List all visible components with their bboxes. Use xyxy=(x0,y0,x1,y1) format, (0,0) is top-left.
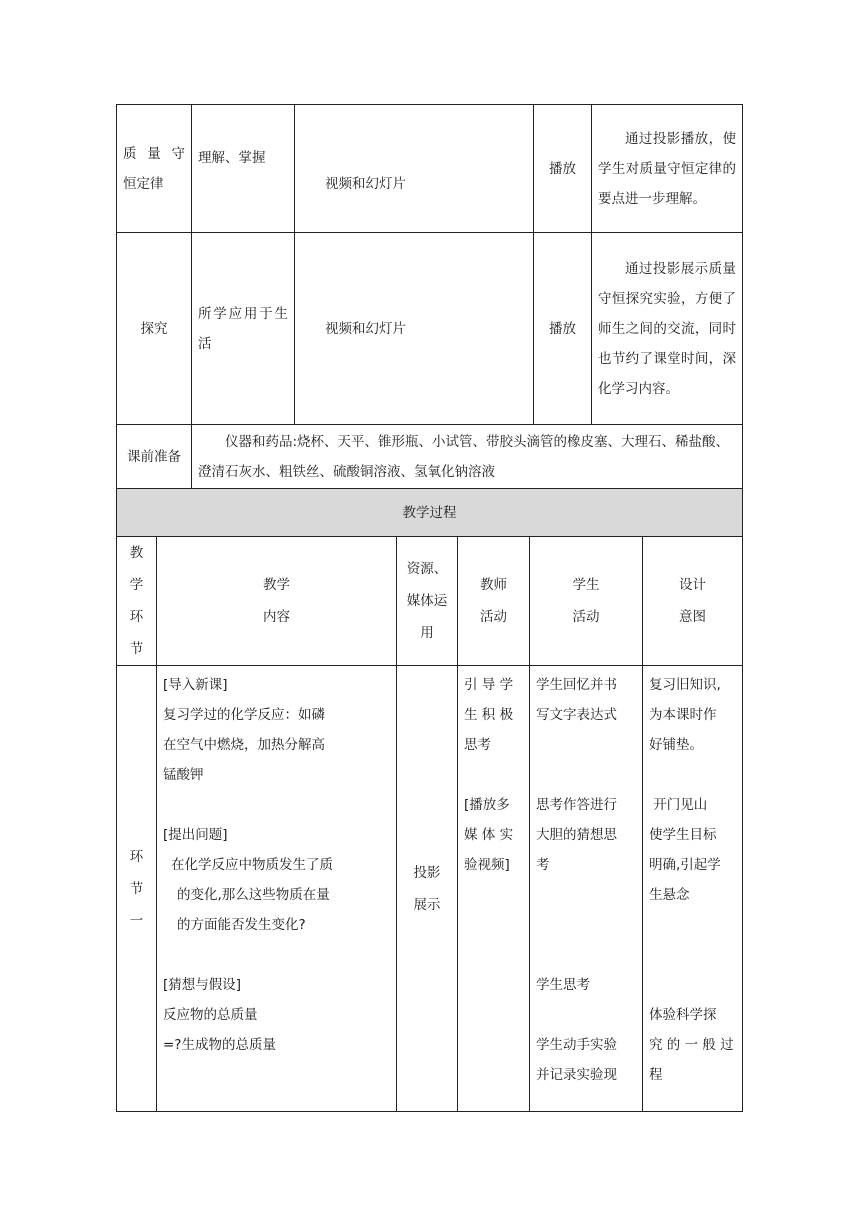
purpose-cell: 通过投影播放，使学生对质量守恒定律的要点进一步理解。 xyxy=(592,105,743,233)
process-table xyxy=(116,488,743,1112)
purpose-cell: 通过投影展示质量守恒探究实验，方便了师生之间的交流，同时也节约了课堂时间，深化学习内容。 xyxy=(592,233,743,425)
form-cell: 播放 xyxy=(534,233,592,425)
table-row xyxy=(117,105,743,233)
header-media: 资源、 媒体运 用 xyxy=(397,537,458,666)
requirement-cell: 理解、掌握 xyxy=(192,105,295,233)
table-row xyxy=(117,425,743,489)
method-cell: 视频和幻灯片 xyxy=(295,233,534,425)
topic-cell: 探究 xyxy=(117,233,192,425)
header-design: 设计 意图 xyxy=(643,537,743,666)
prep-content: 仪器和药品:烧杯、天平、锥形瓶、小试管、带胶头滴管的橡皮塞、大理石、稀盐酸、澄清石灰水、粗铁丝、硫酸铜溶液、氢氧化钠溶液 xyxy=(192,425,743,489)
header-content: 教学 内容 xyxy=(157,537,397,666)
design-cell: 复习旧知识, 为本课时作 好铺垫。 开门见山 使学生目标 明确,引起学 生悬念 体验科学探 究 的 一 般 过 程 xyxy=(643,666,743,1112)
teacher-cell: 引 导 学 生 积 极 思考 [播放多 媒 体 实 验视频] xyxy=(458,666,530,1112)
process-title: 教学过程 xyxy=(117,489,743,537)
method-cell: 视频和幻灯片 xyxy=(295,105,534,233)
header-student: 学生 活动 xyxy=(530,537,643,666)
requirement-cell: 所学应用于生活 xyxy=(192,233,295,425)
header-teacher: 教师 活动 xyxy=(458,537,530,666)
student-cell: 学生回忆并书 写文字表达式 思考作答进行 大胆的猜想思 考 学生思考 学生动手实验 并记录实验现 xyxy=(530,666,643,1112)
stage-cell: 环 节 一 xyxy=(117,666,157,1112)
header-row xyxy=(117,537,743,666)
topic-cell: 质 量 守恒定律 xyxy=(117,105,192,233)
content-cell: [导入新课] 复习学过的化学反应：如磷 在空气中燃烧，加热分解高 锰酸钾 [提出问题] 在化学反应中物质发生了质 的变化,那么这些物质在量 的方面能否发生变化? [猜想与假设] 反应物的总质量 =?生成物的总质量 xyxy=(157,666,397,1112)
header-stage: 教 学 环 节 xyxy=(117,537,157,666)
table-row xyxy=(117,233,743,425)
resource-table xyxy=(116,104,743,489)
form-cell: 播放 xyxy=(534,105,592,233)
media-cell: 投影 展示 xyxy=(397,666,458,1112)
table-row xyxy=(117,666,743,1112)
prep-label: 课前准备 xyxy=(117,425,192,489)
